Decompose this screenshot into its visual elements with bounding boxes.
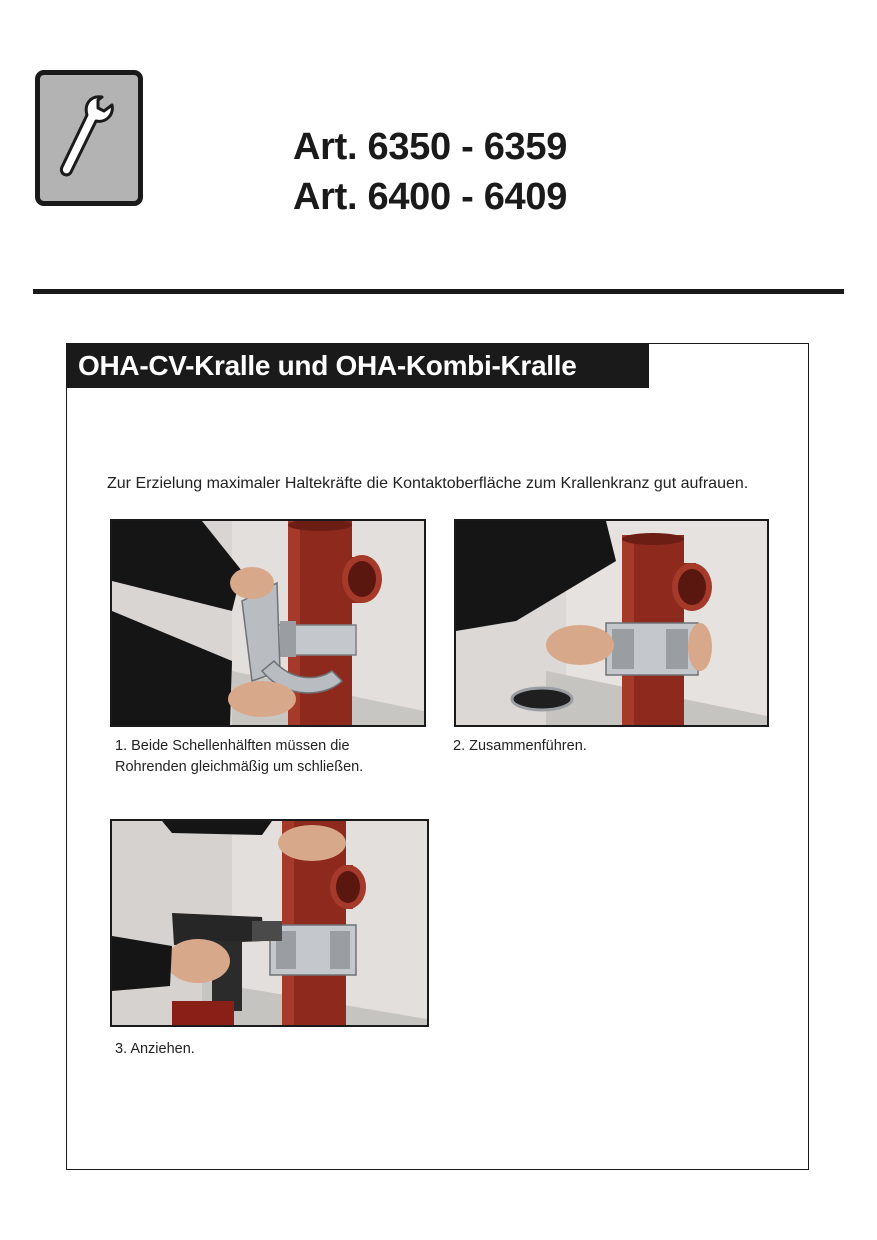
step-3-caption-line-1: 3. Anziehen.	[115, 1041, 195, 1057]
step-2-caption-line-1: 2. Zusammenführen.	[453, 738, 587, 754]
header-divider	[33, 289, 844, 294]
step-1-caption-line-1: 1. Beide Schellenhälften müssen die	[115, 738, 350, 754]
section-heading: OHA-CV-Kralle und OHA-Kombi-Kralle	[66, 343, 649, 388]
step-1-photo	[110, 519, 426, 727]
step-2-photo	[454, 519, 769, 727]
step-1-caption	[115, 736, 415, 778]
article-line-2: Art. 6400 - 6409	[293, 176, 568, 218]
wrench-icon	[35, 70, 143, 206]
step-1-caption-line-2: Rohrenden gleichmäßig um schließen.	[115, 759, 364, 775]
article-line-1: Art. 6350 - 6359	[293, 126, 568, 168]
step-3-caption	[115, 1039, 415, 1060]
article-numbers	[293, 122, 567, 222]
intro-text: Zur Erzielung maximaler Haltekräfte die Kontaktoberfläche zum Krallenkranz gut aufrauen.	[107, 475, 749, 492]
step-2-caption	[453, 736, 753, 757]
step-3-photo	[110, 819, 429, 1027]
